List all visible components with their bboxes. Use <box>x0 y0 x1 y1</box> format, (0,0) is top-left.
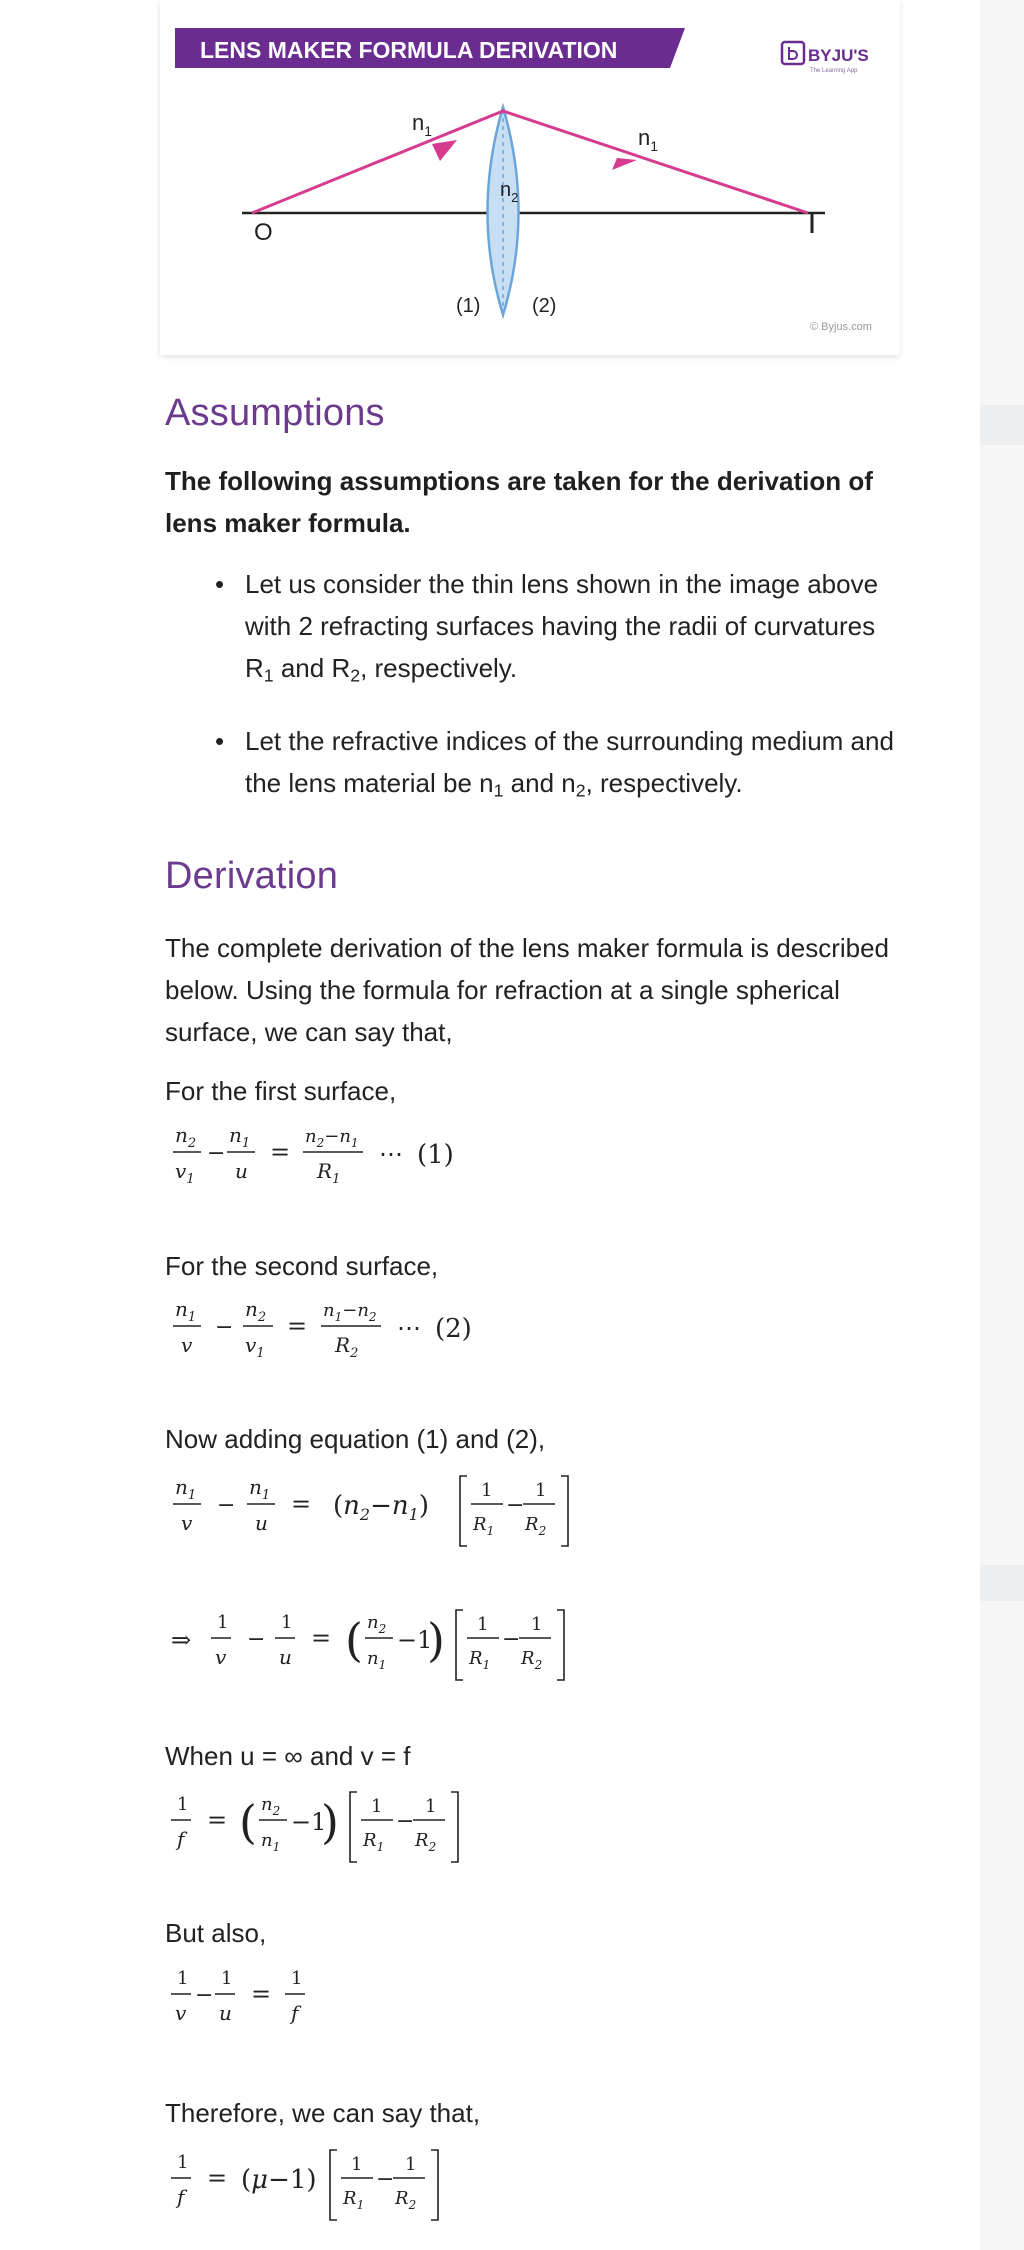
equation-sum <box>165 1466 625 1556</box>
svg-text:v: v <box>181 1511 193 1535</box>
svg-text:−: − <box>376 2167 395 2192</box>
svg-text:n2−n1: $n_2-n_1$ <box>305 1126 359 1150</box>
svg-text:1: 1 <box>477 1614 489 1635</box>
brand-name: BYJU'S <box>808 46 869 65</box>
svg-text:R1: $R_1$ <box>343 2188 365 2212</box>
svg-text:=: = <box>251 1980 272 2008</box>
equation-final <box>165 2140 505 2230</box>
svg-text:1: 1 <box>217 1612 229 1633</box>
svg-text:n1: $n_1$ <box>249 1475 271 1503</box>
svg-text:u: u <box>255 1511 268 1535</box>
svg-text:(: ( <box>239 1795 257 1849</box>
svg-text:1: 1 <box>405 2154 417 2175</box>
svg-text:f: f <box>291 2001 299 2025</box>
svg-text:R1: $R_1$ <box>363 1830 385 1854</box>
svg-text:n1−n2: $n_1-n_2$ <box>323 1300 377 1324</box>
svg-text:−: − <box>396 1809 415 1834</box>
but-also-text: But also, <box>165 1918 267 1948</box>
second-surface-label: For the second surface, <box>165 1251 439 1281</box>
svg-text:⇒: ⇒ <box>171 1626 192 1654</box>
svg-text:=: = <box>207 1806 228 1834</box>
svg-text:−: − <box>217 1493 236 1518</box>
svg-text:f: f <box>177 2185 185 2209</box>
svg-text:n1: $n_1$ <box>175 1297 197 1325</box>
svg-text:=: = <box>291 1490 312 1518</box>
svg-text:n2: $n_2$ <box>500 179 519 205</box>
assumptions-list <box>215 563 895 812</box>
svg-text:v: v <box>175 2001 187 2025</box>
surface-label-2: (2) <box>532 295 557 317</box>
svg-text:=: = <box>270 1138 291 1166</box>
svg-text:R1: $R_1$ <box>473 1514 495 1538</box>
svg-text:n1: $n_1$ <box>229 1123 251 1151</box>
assumptions-lead: The following assumptions are taken for the derivation of lens maker formula. <box>165 466 873 538</box>
byjus-logo <box>782 42 869 74</box>
svg-text:u: u <box>235 1159 248 1183</box>
svg-text:1: 1 <box>281 1612 293 1633</box>
svg-text:1: 1 <box>351 2154 363 2175</box>
assumption-item: • Let the refractive indices of the surrounding medium and the lens material be $n_1$ and $n_2$, respectively. <box>215 720 895 811</box>
svg-text:R2: $R_2$ <box>335 1333 359 1361</box>
derivation-heading: Derivation <box>165 855 339 897</box>
assumption-item: • Let us consider the thin lens shown in the image above with 2 refracting surfaces having the radii of curvatures $R_1$ and $R_2$, respectively. <box>215 563 895 696</box>
equation-2-tag: (2) <box>435 1314 472 1344</box>
svg-text:=: = <box>207 2164 228 2192</box>
svg-text:n1: $n_1$ <box>367 1648 387 1672</box>
lens-diagram-figure <box>160 0 900 355</box>
svg-text:f: f <box>177 1827 185 1851</box>
light-ray <box>252 111 808 213</box>
svg-text:R1: $R_1$ <box>317 1159 341 1187</box>
biconvex-lens <box>488 107 519 315</box>
svg-text:=: = <box>287 1312 308 1340</box>
svg-text:−: − <box>215 1315 234 1340</box>
svg-text:1: 1 <box>531 1614 543 1635</box>
ray-arrow-left <box>432 140 457 161</box>
ray-arrow-right <box>612 158 637 170</box>
therefore-text: Therefore, we can say that, <box>165 2098 481 2128</box>
equation-1 <box>165 1118 505 1198</box>
equation-rearranged <box>165 1600 645 1690</box>
svg-text:⋯: ⋯ <box>379 1140 403 1168</box>
svg-text:n1: $n_1$ <box>412 110 433 139</box>
svg-text:n1: $n_1$ <box>175 1475 197 1503</box>
svg-text:1: 1 <box>425 1796 437 1817</box>
svg-text:v1: $v_1$ <box>245 1333 265 1361</box>
svg-text:−1: −1 <box>291 1808 327 1836</box>
svg-text:−: − <box>247 1627 266 1652</box>
svg-text:−: − <box>506 1493 525 1518</box>
svg-text:1: 1 <box>177 1968 189 1989</box>
svg-text:1: 1 <box>481 1480 493 1501</box>
lens-diagram <box>160 0 900 355</box>
svg-text:R2: $R_2$ <box>415 1830 437 1854</box>
svg-text:1: 1 <box>291 1968 303 1989</box>
equation-1-tag: (1) <box>417 1140 454 1170</box>
svg-text:): ) <box>321 1795 339 1849</box>
svg-text:n1: $n_1$ <box>638 125 659 154</box>
svg-text:1: 1 <box>221 1968 233 1989</box>
derivation-intro: The complete derivation of the lens maker formula is described below. Using the formula for refraction at a single spherical surface, we can say that, <box>165 933 890 1047</box>
svg-text:1: 1 <box>535 1480 547 1501</box>
svg-text:−: − <box>195 1983 214 2008</box>
equation-lens-formula <box>165 1956 405 2036</box>
page-scroll-gutter[interactable] <box>980 0 1024 2250</box>
svg-text:v: v <box>215 1645 227 1669</box>
svg-text:1: 1 <box>177 1794 189 1815</box>
gutter-band <box>980 1565 1024 1601</box>
svg-text:n2: $n_2$ <box>367 1612 387 1636</box>
svg-text:n2: $n_2$ <box>245 1297 267 1325</box>
svg-text:v: v <box>181 1333 193 1357</box>
brand-tagline: The Learning App <box>810 68 858 74</box>
svg-text:(n2−n1): $(n_2-n_1)$ <box>333 1491 429 1524</box>
figure-credit: © Byjus.com <box>810 321 872 333</box>
surface-label-1: (1) <box>456 295 481 317</box>
figure-title: LENS MAKER FORMULA DERIVATION <box>200 37 618 63</box>
adding-equations-text: Now adding equation (1) and (2), <box>165 1424 546 1454</box>
svg-text:−: − <box>502 1627 521 1652</box>
limit-condition-text: When u = ∞ and v = f <box>165 1741 411 1771</box>
svg-text:1: 1 <box>177 2152 189 2173</box>
svg-text:n1: $n_1$ <box>261 1830 281 1854</box>
svg-text:n2: $n_2$ <box>261 1794 281 1818</box>
first-surface-label: For the first surface, <box>165 1076 397 1106</box>
svg-text:(μ−1): (μ−1) <box>241 2165 317 2195</box>
svg-text:R2: $R_2$ <box>395 2188 417 2212</box>
equation-focal <box>165 1782 565 1872</box>
svg-text:u: u <box>219 2001 232 2025</box>
assumptions-heading: Assumptions <box>165 392 385 434</box>
svg-text:(: ( <box>345 1613 363 1667</box>
svg-text:u: u <box>279 1645 292 1669</box>
svg-text:−1: −1 <box>397 1626 433 1654</box>
equation-2 <box>165 1292 525 1372</box>
svg-text:n2: $n_2$ <box>175 1123 197 1151</box>
svg-text:⋯: ⋯ <box>397 1314 421 1342</box>
lens-label-n2: n <box>500 179 512 201</box>
svg-text:−: − <box>207 1141 226 1166</box>
medium-label-n1-left: n <box>412 110 425 135</box>
object-point-label: O <box>254 219 273 246</box>
svg-text:R2: $R_2$ <box>521 1648 543 1672</box>
medium-label-n1-right: n <box>638 125 651 150</box>
svg-text:): ) <box>427 1613 445 1667</box>
svg-text:1: 1 <box>371 1796 383 1817</box>
svg-text:v1: $v_1$ <box>175 1159 195 1187</box>
svg-text:=: = <box>311 1624 332 1652</box>
svg-text:R1: $R_1$ <box>469 1648 491 1672</box>
svg-text:R2: $R_2$ <box>525 1514 547 1538</box>
gutter-band <box>980 405 1024 445</box>
